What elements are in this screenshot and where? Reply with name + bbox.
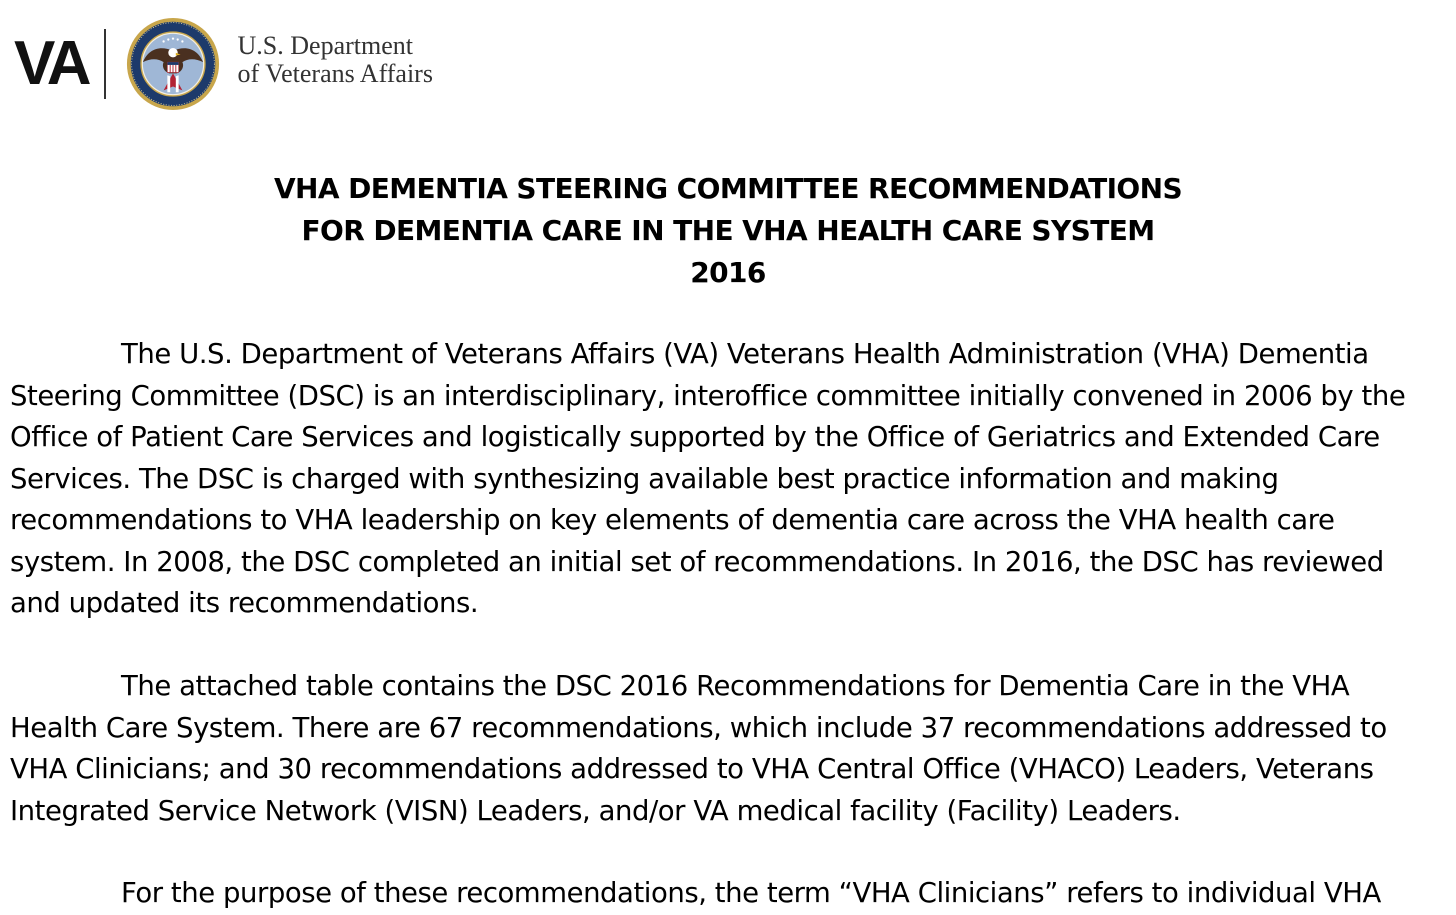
paragraph-line: Health Care System. There are 67 recommendations, which include 37 recommendations addressed to xyxy=(10,711,1387,744)
department-name-line2: of Veterans Affairs xyxy=(237,59,433,88)
title-year: 2016 xyxy=(690,256,766,289)
intro-paragraph xyxy=(10,334,1450,625)
document-title xyxy=(0,168,1456,294)
table-summary-paragraph xyxy=(10,666,1450,832)
paragraph-line: For the purpose of these recommendations, the term “VHA Clinicians” refers to individual VHA xyxy=(121,877,1381,909)
paragraph-line: and updated its recommendations. xyxy=(10,587,479,619)
paragraph-line: The attached table contains the DSC 2016 Recommendations for Dementia Care in the VHA xyxy=(121,670,1350,702)
definitions-paragraph xyxy=(10,873,1450,915)
paragraph-line: Office of Patient Care Services and logistically supported by the Office of Geriatrics and Extended Care xyxy=(10,421,1380,453)
logo-divider xyxy=(104,29,106,99)
department-name-line1: U.S. Department xyxy=(237,31,413,60)
title-line-2: FOR DEMENTIA CARE IN THE VHA HEALTH CARE SYSTEM xyxy=(301,214,1155,247)
department-name xyxy=(238,32,433,88)
paragraph-line: Integrated Service Network (VISN) Leaders, and/or VA medical facility (Facility) Leaders. xyxy=(10,794,1181,827)
paragraph-line: recommendations to VHA leadership on key elements of dementia care across the VHA health care xyxy=(10,504,1335,536)
paragraph-line: The U.S. Department of Veterans Affairs (VA) Veterans Health Administration (VHA) Dementia xyxy=(121,338,1369,370)
department-seal-icon xyxy=(126,17,220,111)
va-logo: VA xyxy=(14,29,88,98)
page-header xyxy=(14,14,433,114)
paragraph-line: Steering Committee (DSC) is an interdisciplinary, interoffice committee initially convened in 2006 by the xyxy=(10,379,1406,412)
paragraph-line: Services. The DSC is charged with synthesizing available best practice information and making xyxy=(10,462,1279,495)
paragraph-line: system. In 2008, the DSC completed an initial set of recommendations. In 2016, the DSC has reviewed xyxy=(10,545,1384,578)
title-line-1: VHA DEMENTIA STEERING COMMITTEE RECOMMENDATIONS xyxy=(273,172,1183,205)
paragraph-line: VHA Clinicians; and 30 recommendations addressed to VHA Central Office (VHACO) Leaders, Veterans xyxy=(10,753,1374,785)
